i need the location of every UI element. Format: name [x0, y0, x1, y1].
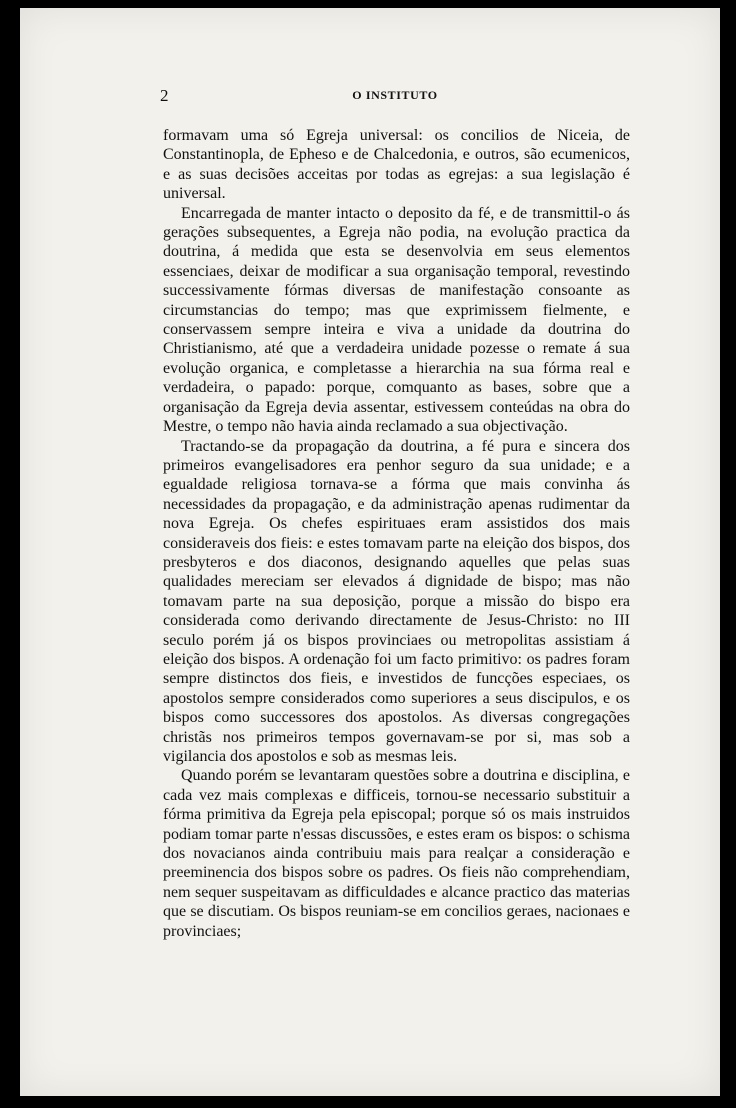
page-number: 2 [160, 86, 169, 105]
paragraph-3: Tractando-se da propagação da doutrina, a fé pura e sincera dos primeiros evangelisadores era penhor seguro da sua unidade; e a egualdade religiosa tornava-se a fórma que mais convinha ás necessidades da propagação, e da administração apenas rudimentar da nova Egreja. Os chefes espirituaes eram assistidos dos mais consideraveis dos fieis: e estes tomavam parte na eleição dos bispos, dos presbyteros e dos diaconos, designando aquelles que pelas suas qualidades mereciam ser elevados á dignidade de bispo; mas não tomavam parte na sua deposição, porque a missão do bispo era considerada como derivando directamente de Jesus-Christo: no III seculo porém já os bispos provinciaes ou metropolitas assistiam á eleição dos bispos. A ordenação foi um facto primitivo: os padres foram sempre distinctos dos fieis, e investidos de funcções especiaes, os apostolos sempre considerados como superiores a seus discipulos, e os bispos como successores dos apostolos. As diversas congregações christãs nos primeiros tempos governavam-se por si, mas sob a vigilancia dos apostolos e sob as mesmas leis. [163, 437, 630, 765]
paragraph-1: formavam uma só Egreja universal: os concilios de Niceia, de Constantinopla, de Epheso e de Chalcedonia, e outros, são ecumenicos, e as suas decisões acceitas por todas as egrejas: a sua legislação é universal. [163, 127, 630, 203]
running-title: O INSTITUTO [352, 88, 438, 102]
page-header [160, 86, 630, 106]
paragraph-2: Encarregada de manter intacto o deposito da fé, e de transmittil-o ás gerações subsequentes, a Egreja não podia, na evolução practica da doutrina, á medida que esta se desenvolvia em seus elementos essenciaes, deixar de modificar a sua organisação temporal, revestindo successivamente fórmas diversas de manifestação consoante as circumstancias do tempo; mas que exprimissem fielmente, e conservassem sempre inteira e viva a unidade da doutrina do Christianismo, até que a verdadeira unidade pozesse o remate á sua evolução organica, e completasse a hierarchia na sua fórma real e verdadeira, o papado: porque, comquanto as bases, sobre que a organisação da Egreja devia assentar, estivessem conteúdas na obra do Mestre, o tempo não havia ainda reclamado a sua objectivação. [163, 204, 630, 436]
paragraph-4: Quando porém se levantaram questões sobre a doutrina e disciplina, e cada vez mais complexas e difficeis, tornou-se necessario substituir a fórma primitiva da Egreja pela episcopal; porque só os mais instruidos podiam tomar parte n'essas discussões, e estes eram os bispos: o schisma dos novacianos ainda contribuiu mais para realçar a consideração e preeminencia dos bispos sobre os padres. Os fieis não comprehendiam, nem sequer suspeitavam as difficuldades e alcance practico das materias que se discutiam. Os bispos reuniam-se em concilios geraes, nacionaes e provinciaes; [163, 767, 630, 940]
body-text [163, 126, 630, 941]
